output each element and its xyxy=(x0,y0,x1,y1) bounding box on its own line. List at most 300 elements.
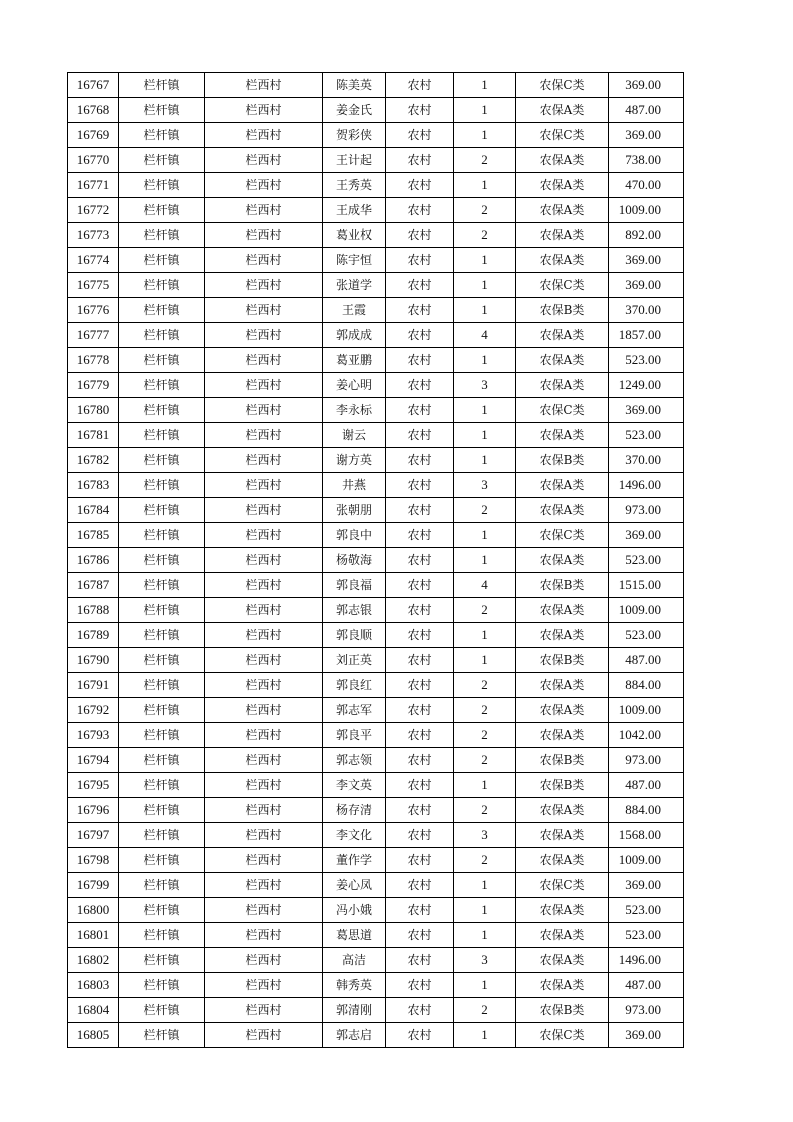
insurance-class-cell: 农保B类 xyxy=(516,748,609,773)
amount-cell: 1009.00 xyxy=(609,598,684,623)
household-type-cell: 农村 xyxy=(386,198,454,223)
town-cell: 栏杆镇 xyxy=(119,173,205,198)
member-count-cell: 2 xyxy=(454,223,516,248)
town-cell: 栏杆镇 xyxy=(119,723,205,748)
household-type-cell: 农村 xyxy=(386,773,454,798)
insurance-class-cell: 农保A类 xyxy=(516,223,609,248)
name-cell: 谢方英 xyxy=(323,448,386,473)
member-count-cell: 2 xyxy=(454,673,516,698)
serial-number-cell: 16769 xyxy=(68,123,119,148)
serial-number-cell: 16776 xyxy=(68,298,119,323)
household-type-cell: 农村 xyxy=(386,898,454,923)
serial-number-cell: 16793 xyxy=(68,723,119,748)
household-type-cell: 农村 xyxy=(386,98,454,123)
serial-number-cell: 16799 xyxy=(68,873,119,898)
insurance-class-cell: 农保A类 xyxy=(516,498,609,523)
town-cell: 栏杆镇 xyxy=(119,998,205,1023)
amount-cell: 1515.00 xyxy=(609,573,684,598)
town-cell: 栏杆镇 xyxy=(119,73,205,98)
name-cell: 姜心明 xyxy=(323,373,386,398)
table-row xyxy=(68,748,684,773)
member-count-cell: 2 xyxy=(454,998,516,1023)
insurance-class-cell: 农保C类 xyxy=(516,1023,609,1048)
table-row xyxy=(68,348,684,373)
serial-number-cell: 16774 xyxy=(68,248,119,273)
table-row xyxy=(68,123,684,148)
serial-number-cell: 16771 xyxy=(68,173,119,198)
member-count-cell: 4 xyxy=(454,323,516,348)
serial-number-cell: 16792 xyxy=(68,698,119,723)
amount-cell: 370.00 xyxy=(609,298,684,323)
town-cell: 栏杆镇 xyxy=(119,98,205,123)
amount-cell: 523.00 xyxy=(609,548,684,573)
amount-cell: 1009.00 xyxy=(609,198,684,223)
town-cell: 栏杆镇 xyxy=(119,548,205,573)
amount-cell: 973.00 xyxy=(609,748,684,773)
insurance-class-cell: 农保C类 xyxy=(516,73,609,98)
amount-cell: 1496.00 xyxy=(609,473,684,498)
name-cell: 李文化 xyxy=(323,823,386,848)
table-row xyxy=(68,148,684,173)
amount-cell: 884.00 xyxy=(609,673,684,698)
village-cell: 栏西村 xyxy=(205,973,323,998)
town-cell: 栏杆镇 xyxy=(119,798,205,823)
table-row xyxy=(68,823,684,848)
member-count-cell: 1 xyxy=(454,973,516,998)
village-cell: 栏西村 xyxy=(205,573,323,598)
town-cell: 栏杆镇 xyxy=(119,923,205,948)
insurance-class-cell: 农保A类 xyxy=(516,623,609,648)
serial-number-cell: 16803 xyxy=(68,973,119,998)
amount-cell: 487.00 xyxy=(609,773,684,798)
insurance-class-cell: 农保A类 xyxy=(516,923,609,948)
amount-cell: 523.00 xyxy=(609,623,684,648)
amount-cell: 523.00 xyxy=(609,423,684,448)
insurance-class-cell: 农保A类 xyxy=(516,723,609,748)
table-row xyxy=(68,248,684,273)
table-row xyxy=(68,448,684,473)
member-count-cell: 1 xyxy=(454,273,516,298)
village-cell: 栏西村 xyxy=(205,248,323,273)
insurance-class-cell: 农保A类 xyxy=(516,473,609,498)
table-row xyxy=(68,698,684,723)
member-count-cell: 1 xyxy=(454,648,516,673)
name-cell: 贺彩侠 xyxy=(323,123,386,148)
serial-number-cell: 16775 xyxy=(68,273,119,298)
amount-cell: 1496.00 xyxy=(609,948,684,973)
member-count-cell: 1 xyxy=(454,173,516,198)
relief-roster-table xyxy=(67,72,684,1048)
insurance-class-cell: 农保A类 xyxy=(516,823,609,848)
table-row xyxy=(68,898,684,923)
town-cell: 栏杆镇 xyxy=(119,498,205,523)
insurance-class-cell: 农保C类 xyxy=(516,398,609,423)
amount-cell: 487.00 xyxy=(609,98,684,123)
table-row xyxy=(68,798,684,823)
village-cell: 栏西村 xyxy=(205,123,323,148)
member-count-cell: 1 xyxy=(454,298,516,323)
serial-number-cell: 16778 xyxy=(68,348,119,373)
serial-number-cell: 16789 xyxy=(68,623,119,648)
member-count-cell: 3 xyxy=(454,823,516,848)
village-cell: 栏西村 xyxy=(205,848,323,873)
serial-number-cell: 16773 xyxy=(68,223,119,248)
household-type-cell: 农村 xyxy=(386,423,454,448)
insurance-class-cell: 农保A类 xyxy=(516,348,609,373)
town-cell: 栏杆镇 xyxy=(119,523,205,548)
name-cell: 谢云 xyxy=(323,423,386,448)
household-type-cell: 农村 xyxy=(386,823,454,848)
household-type-cell: 农村 xyxy=(386,298,454,323)
village-cell: 栏西村 xyxy=(205,448,323,473)
member-count-cell: 1 xyxy=(454,348,516,373)
household-type-cell: 农村 xyxy=(386,723,454,748)
amount-cell: 369.00 xyxy=(609,398,684,423)
insurance-class-cell: 农保A类 xyxy=(516,548,609,573)
table-body xyxy=(68,73,684,1048)
town-cell: 栏杆镇 xyxy=(119,1023,205,1048)
member-count-cell: 1 xyxy=(454,1023,516,1048)
town-cell: 栏杆镇 xyxy=(119,398,205,423)
village-cell: 栏西村 xyxy=(205,498,323,523)
village-cell: 栏西村 xyxy=(205,623,323,648)
serial-number-cell: 16768 xyxy=(68,98,119,123)
name-cell: 葛亚鹏 xyxy=(323,348,386,373)
insurance-class-cell: 农保B类 xyxy=(516,573,609,598)
member-count-cell: 1 xyxy=(454,423,516,448)
household-type-cell: 农村 xyxy=(386,173,454,198)
village-cell: 栏西村 xyxy=(205,923,323,948)
table-row xyxy=(68,323,684,348)
household-type-cell: 农村 xyxy=(386,348,454,373)
amount-cell: 1042.00 xyxy=(609,723,684,748)
amount-cell: 892.00 xyxy=(609,223,684,248)
amount-cell: 1568.00 xyxy=(609,823,684,848)
village-cell: 栏西村 xyxy=(205,998,323,1023)
village-cell: 栏西村 xyxy=(205,223,323,248)
table-row xyxy=(68,948,684,973)
serial-number-cell: 16779 xyxy=(68,373,119,398)
serial-number-cell: 16801 xyxy=(68,923,119,948)
town-cell: 栏杆镇 xyxy=(119,123,205,148)
household-type-cell: 农村 xyxy=(386,573,454,598)
amount-cell: 369.00 xyxy=(609,873,684,898)
household-type-cell: 农村 xyxy=(386,648,454,673)
insurance-class-cell: 农保A类 xyxy=(516,198,609,223)
village-cell: 栏西村 xyxy=(205,298,323,323)
member-count-cell: 3 xyxy=(454,473,516,498)
town-cell: 栏杆镇 xyxy=(119,573,205,598)
table-row xyxy=(68,273,684,298)
household-type-cell: 农村 xyxy=(386,1023,454,1048)
household-type-cell: 农村 xyxy=(386,973,454,998)
table-row xyxy=(68,173,684,198)
name-cell: 郭成成 xyxy=(323,323,386,348)
amount-cell: 369.00 xyxy=(609,73,684,98)
household-type-cell: 农村 xyxy=(386,498,454,523)
name-cell: 刘正英 xyxy=(323,648,386,673)
town-cell: 栏杆镇 xyxy=(119,198,205,223)
village-cell: 栏西村 xyxy=(205,798,323,823)
serial-number-cell: 16787 xyxy=(68,573,119,598)
table-row xyxy=(68,523,684,548)
insurance-class-cell: 农保A类 xyxy=(516,323,609,348)
amount-cell: 369.00 xyxy=(609,123,684,148)
household-type-cell: 农村 xyxy=(386,698,454,723)
serial-number-cell: 16802 xyxy=(68,948,119,973)
insurance-class-cell: 农保A类 xyxy=(516,248,609,273)
town-cell: 栏杆镇 xyxy=(119,323,205,348)
serial-number-cell: 16791 xyxy=(68,673,119,698)
insurance-class-cell: 农保B类 xyxy=(516,998,609,1023)
town-cell: 栏杆镇 xyxy=(119,298,205,323)
village-cell: 栏西村 xyxy=(205,648,323,673)
serial-number-cell: 16800 xyxy=(68,898,119,923)
insurance-class-cell: 农保A类 xyxy=(516,598,609,623)
insurance-class-cell: 农保A类 xyxy=(516,373,609,398)
village-cell: 栏西村 xyxy=(205,873,323,898)
table-row xyxy=(68,423,684,448)
table-row xyxy=(68,848,684,873)
table-row xyxy=(68,373,684,398)
serial-number-cell: 16796 xyxy=(68,798,119,823)
serial-number-cell: 16767 xyxy=(68,73,119,98)
village-cell: 栏西村 xyxy=(205,898,323,923)
name-cell: 杨敬海 xyxy=(323,548,386,573)
household-type-cell: 农村 xyxy=(386,273,454,298)
table-row xyxy=(68,473,684,498)
household-type-cell: 农村 xyxy=(386,398,454,423)
member-count-cell: 1 xyxy=(454,98,516,123)
amount-cell: 369.00 xyxy=(609,248,684,273)
name-cell: 郭良平 xyxy=(323,723,386,748)
amount-cell: 973.00 xyxy=(609,998,684,1023)
town-cell: 栏杆镇 xyxy=(119,148,205,173)
insurance-class-cell: 农保C类 xyxy=(516,273,609,298)
serial-number-cell: 16790 xyxy=(68,648,119,673)
household-type-cell: 农村 xyxy=(386,223,454,248)
member-count-cell: 1 xyxy=(454,448,516,473)
amount-cell: 1857.00 xyxy=(609,323,684,348)
serial-number-cell: 16805 xyxy=(68,1023,119,1048)
amount-cell: 523.00 xyxy=(609,348,684,373)
serial-number-cell: 16780 xyxy=(68,398,119,423)
household-type-cell: 农村 xyxy=(386,798,454,823)
village-cell: 栏西村 xyxy=(205,423,323,448)
serial-number-cell: 16772 xyxy=(68,198,119,223)
town-cell: 栏杆镇 xyxy=(119,248,205,273)
village-cell: 栏西村 xyxy=(205,473,323,498)
village-cell: 栏西村 xyxy=(205,373,323,398)
serial-number-cell: 16783 xyxy=(68,473,119,498)
name-cell: 郭良红 xyxy=(323,673,386,698)
village-cell: 栏西村 xyxy=(205,348,323,373)
village-cell: 栏西村 xyxy=(205,723,323,748)
member-count-cell: 2 xyxy=(454,698,516,723)
name-cell: 王秀英 xyxy=(323,173,386,198)
town-cell: 栏杆镇 xyxy=(119,748,205,773)
name-cell: 姜心凤 xyxy=(323,873,386,898)
household-type-cell: 农村 xyxy=(386,148,454,173)
insurance-class-cell: 农保A类 xyxy=(516,698,609,723)
table-row xyxy=(68,398,684,423)
table-row xyxy=(68,223,684,248)
serial-number-cell: 16798 xyxy=(68,848,119,873)
name-cell: 李文英 xyxy=(323,773,386,798)
insurance-class-cell: 农保A类 xyxy=(516,423,609,448)
insurance-class-cell: 农保A类 xyxy=(516,148,609,173)
table-row xyxy=(68,573,684,598)
household-type-cell: 农村 xyxy=(386,373,454,398)
town-cell: 栏杆镇 xyxy=(119,948,205,973)
insurance-class-cell: 农保C类 xyxy=(516,523,609,548)
member-count-cell: 1 xyxy=(454,548,516,573)
name-cell: 冯小娥 xyxy=(323,898,386,923)
village-cell: 栏西村 xyxy=(205,73,323,98)
serial-number-cell: 16784 xyxy=(68,498,119,523)
town-cell: 栏杆镇 xyxy=(119,673,205,698)
member-count-cell: 2 xyxy=(454,798,516,823)
insurance-class-cell: 农保B类 xyxy=(516,773,609,798)
household-type-cell: 农村 xyxy=(386,673,454,698)
town-cell: 栏杆镇 xyxy=(119,373,205,398)
member-count-cell: 1 xyxy=(454,73,516,98)
village-cell: 栏西村 xyxy=(205,523,323,548)
town-cell: 栏杆镇 xyxy=(119,973,205,998)
household-type-cell: 农村 xyxy=(386,123,454,148)
amount-cell: 369.00 xyxy=(609,273,684,298)
insurance-class-cell: 农保A类 xyxy=(516,673,609,698)
member-count-cell: 2 xyxy=(454,848,516,873)
village-cell: 栏西村 xyxy=(205,148,323,173)
village-cell: 栏西村 xyxy=(205,273,323,298)
village-cell: 栏西村 xyxy=(205,548,323,573)
household-type-cell: 农村 xyxy=(386,598,454,623)
member-count-cell: 2 xyxy=(454,498,516,523)
town-cell: 栏杆镇 xyxy=(119,773,205,798)
table-row xyxy=(68,73,684,98)
town-cell: 栏杆镇 xyxy=(119,823,205,848)
amount-cell: 1009.00 xyxy=(609,848,684,873)
town-cell: 栏杆镇 xyxy=(119,273,205,298)
household-type-cell: 农村 xyxy=(386,473,454,498)
insurance-class-cell: 农保A类 xyxy=(516,98,609,123)
name-cell: 郭良福 xyxy=(323,573,386,598)
name-cell: 葛思道 xyxy=(323,923,386,948)
insurance-class-cell: 农保A类 xyxy=(516,173,609,198)
member-count-cell: 2 xyxy=(454,198,516,223)
member-count-cell: 1 xyxy=(454,523,516,548)
name-cell: 杨存清 xyxy=(323,798,386,823)
amount-cell: 523.00 xyxy=(609,923,684,948)
town-cell: 栏杆镇 xyxy=(119,473,205,498)
table-row xyxy=(68,873,684,898)
table-row xyxy=(68,198,684,223)
village-cell: 栏西村 xyxy=(205,698,323,723)
member-count-cell: 1 xyxy=(454,898,516,923)
table-row xyxy=(68,773,684,798)
household-type-cell: 农村 xyxy=(386,523,454,548)
household-type-cell: 农村 xyxy=(386,623,454,648)
member-count-cell: 1 xyxy=(454,923,516,948)
household-type-cell: 农村 xyxy=(386,923,454,948)
household-type-cell: 农村 xyxy=(386,548,454,573)
town-cell: 栏杆镇 xyxy=(119,423,205,448)
name-cell: 王成华 xyxy=(323,198,386,223)
village-cell: 栏西村 xyxy=(205,748,323,773)
serial-number-cell: 16797 xyxy=(68,823,119,848)
town-cell: 栏杆镇 xyxy=(119,648,205,673)
table-row xyxy=(68,723,684,748)
member-count-cell: 3 xyxy=(454,373,516,398)
serial-number-cell: 16770 xyxy=(68,148,119,173)
table-row xyxy=(68,548,684,573)
insurance-class-cell: 农保A类 xyxy=(516,898,609,923)
town-cell: 栏杆镇 xyxy=(119,873,205,898)
name-cell: 郭清刚 xyxy=(323,998,386,1023)
table-row xyxy=(68,648,684,673)
town-cell: 栏杆镇 xyxy=(119,223,205,248)
name-cell: 陈美英 xyxy=(323,73,386,98)
member-count-cell: 1 xyxy=(454,773,516,798)
name-cell: 郭良中 xyxy=(323,523,386,548)
member-count-cell: 1 xyxy=(454,123,516,148)
table-row xyxy=(68,498,684,523)
serial-number-cell: 16795 xyxy=(68,773,119,798)
amount-cell: 487.00 xyxy=(609,973,684,998)
amount-cell: 369.00 xyxy=(609,1023,684,1048)
serial-number-cell: 16804 xyxy=(68,998,119,1023)
household-type-cell: 农村 xyxy=(386,873,454,898)
village-cell: 栏西村 xyxy=(205,823,323,848)
member-count-cell: 2 xyxy=(454,148,516,173)
name-cell: 郭志军 xyxy=(323,698,386,723)
name-cell: 郭志启 xyxy=(323,1023,386,1048)
name-cell: 姜金氏 xyxy=(323,98,386,123)
member-count-cell: 2 xyxy=(454,598,516,623)
household-type-cell: 农村 xyxy=(386,73,454,98)
table-row xyxy=(68,98,684,123)
amount-cell: 1009.00 xyxy=(609,698,684,723)
town-cell: 栏杆镇 xyxy=(119,848,205,873)
name-cell: 葛业权 xyxy=(323,223,386,248)
table-row xyxy=(68,673,684,698)
serial-number-cell: 16786 xyxy=(68,548,119,573)
serial-number-cell: 16788 xyxy=(68,598,119,623)
serial-number-cell: 16785 xyxy=(68,523,119,548)
insurance-class-cell: 农保A类 xyxy=(516,948,609,973)
amount-cell: 370.00 xyxy=(609,448,684,473)
insurance-class-cell: 农保B类 xyxy=(516,298,609,323)
town-cell: 栏杆镇 xyxy=(119,598,205,623)
member-count-cell: 3 xyxy=(454,948,516,973)
insurance-class-cell: 农保A类 xyxy=(516,848,609,873)
village-cell: 栏西村 xyxy=(205,773,323,798)
household-type-cell: 农村 xyxy=(386,948,454,973)
insurance-class-cell: 农保B类 xyxy=(516,648,609,673)
insurance-class-cell: 农保A类 xyxy=(516,798,609,823)
table-row xyxy=(68,923,684,948)
serial-number-cell: 16782 xyxy=(68,448,119,473)
amount-cell: 884.00 xyxy=(609,798,684,823)
table-row xyxy=(68,973,684,998)
serial-number-cell: 16794 xyxy=(68,748,119,773)
name-cell: 井燕 xyxy=(323,473,386,498)
name-cell: 郭良顺 xyxy=(323,623,386,648)
household-type-cell: 农村 xyxy=(386,323,454,348)
village-cell: 栏西村 xyxy=(205,323,323,348)
name-cell: 董作学 xyxy=(323,848,386,873)
